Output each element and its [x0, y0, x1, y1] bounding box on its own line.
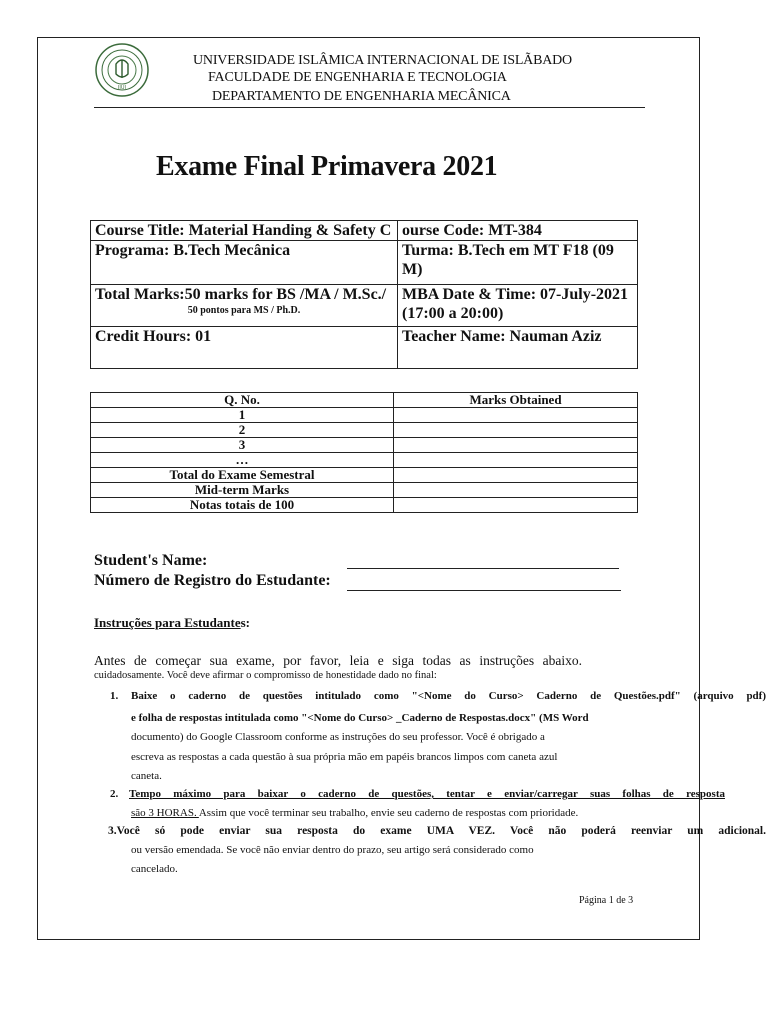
instruction-1-line-2: e folha de respostas intitulada como "<Nome do Curso> _Caderno de Respostas.docx" (MS Word	[131, 712, 589, 724]
row-label: Notas totais de 100	[91, 498, 394, 513]
date-line-1: MBA Date & Time: 07-July-2021	[402, 286, 629, 303]
table-row	[91, 423, 638, 438]
marks-cell[interactable]	[394, 423, 638, 438]
instruction-2-line-1: Tempo máximo para baixar o caderno de questões, tentar e enviar/carregar suas folhas de resposta	[129, 788, 725, 800]
course-code-cell: ourse Code: MT-384	[398, 221, 638, 241]
instruction-2-rest: Assim que você terminar seu trabalho, envie seu caderno de respostas com prioridade.	[198, 807, 579, 819]
student-name-line[interactable]	[347, 568, 619, 569]
instructions-intro: Antes de começar sua exame, por favor, leia e siga todas as instruções abaixo.	[94, 653, 582, 668]
row-label: 2	[91, 423, 394, 438]
instruction-3-line-1: 3.Você só pode enviar sua resposta do exame UMA VEZ. Você não poderá reenviar um adicional.	[108, 825, 766, 837]
department-name: DEPARTAMENTO DE ENGENHARIA MECÂNICA	[212, 89, 511, 104]
table-row	[91, 468, 638, 483]
marks-cell[interactable]	[394, 453, 638, 468]
instruction-2-line-2	[131, 804, 578, 822]
university-name: UNIVERSIDADE ISLÂMICA INTERNACIONAL DE ISLÃBADO	[193, 53, 572, 68]
instruction-3-line-3: cancelado.	[131, 863, 178, 875]
instruction-1-line-4: escreva as respostas a cada questão à sua própria mão em papéis brancos limpos com caneta azul	[131, 751, 558, 763]
instructions-heading-text: Instruções para Estudante	[94, 615, 241, 630]
header-rule	[94, 107, 645, 108]
university-seal-logo	[94, 42, 150, 98]
date-time-cell	[398, 285, 638, 327]
date-line-2: (17:00 a 20:00)	[402, 305, 504, 322]
instruction-1-line-3: documento) do Google Classroom conforme as instruções do seu professor. Você é obrigado a	[131, 731, 545, 743]
total-marks-cell	[91, 285, 398, 327]
registration-label: Número de Registro do Estudante:	[94, 572, 331, 589]
faculty-name: FACULDADE DE ENGENHARIA E TECNOLOGIA	[208, 70, 507, 85]
instruction-2-number: 2.	[110, 788, 119, 800]
marks-cell[interactable]	[394, 408, 638, 423]
instructions-intro-2: cuidadosamente. Você deve afirmar o compromisso de honestidade dado no final:	[94, 670, 437, 681]
total-marks-subtext: 50 pontos para MS / Ph.D.	[187, 305, 301, 316]
registration-line[interactable]	[347, 590, 621, 591]
credit-hours-cell: Credit Hours: 01	[91, 327, 398, 369]
marks-header-qno: Q. No.	[91, 393, 394, 408]
marks-header-obtained: Marks Obtained	[394, 393, 638, 408]
teacher-name-cell: Teacher Name: Nauman Aziz	[398, 327, 638, 369]
instruction-1-line-1: 1. Baixe o caderno de questões intitulado como "<Nome do Curso> Caderno de Questões.pdf" (arquivo pdf)	[110, 690, 766, 702]
student-name-label: Student's Name:	[94, 552, 208, 569]
row-label: 1	[91, 408, 394, 423]
turma-line-2: M)	[402, 261, 423, 278]
turma-cell	[398, 241, 638, 285]
row-label: Total do Exame Semestral	[91, 468, 394, 483]
instructions-heading-suffix: s:	[240, 615, 251, 630]
programa-cell: Programa: B.Tech Mecânica	[91, 241, 398, 285]
svg-text:IIUI: IIUI	[117, 85, 127, 91]
page-number: Página 1 de 3	[579, 895, 634, 906]
instruction-1-line-5: caneta.	[131, 770, 162, 782]
marks-table	[90, 392, 638, 513]
exam-title: Exame Final Primavera 2021	[156, 151, 498, 182]
row-label: Mid-term Marks	[91, 483, 394, 498]
total-marks-text: Total Marks:50 marks for BS /MA / M.Sc./	[95, 286, 387, 303]
table-row	[91, 438, 638, 453]
table-row	[91, 483, 638, 498]
marks-cell[interactable]	[394, 483, 638, 498]
exam-page	[37, 37, 766, 940]
table-row	[91, 408, 638, 423]
course-info-table	[90, 220, 638, 369]
row-label: 3	[91, 438, 394, 453]
marks-cell[interactable]	[394, 438, 638, 453]
turma-line-1: Turma: B.Tech em MT F18 (09	[402, 242, 614, 259]
instructions-heading	[94, 615, 250, 631]
instruction-3-line-2: ou versão emendada. Se você não enviar dentro do prazo, seu artigo será considerado como	[131, 844, 534, 856]
table-row	[91, 498, 638, 513]
marks-cell[interactable]	[394, 498, 638, 513]
row-label: …	[91, 453, 394, 468]
marks-cell[interactable]	[394, 468, 638, 483]
table-row	[91, 453, 638, 468]
instruction-2-duration: são 3 HORAS.	[131, 807, 199, 819]
course-title-cell: Course Title: Material Handing & Safety C	[91, 221, 398, 241]
